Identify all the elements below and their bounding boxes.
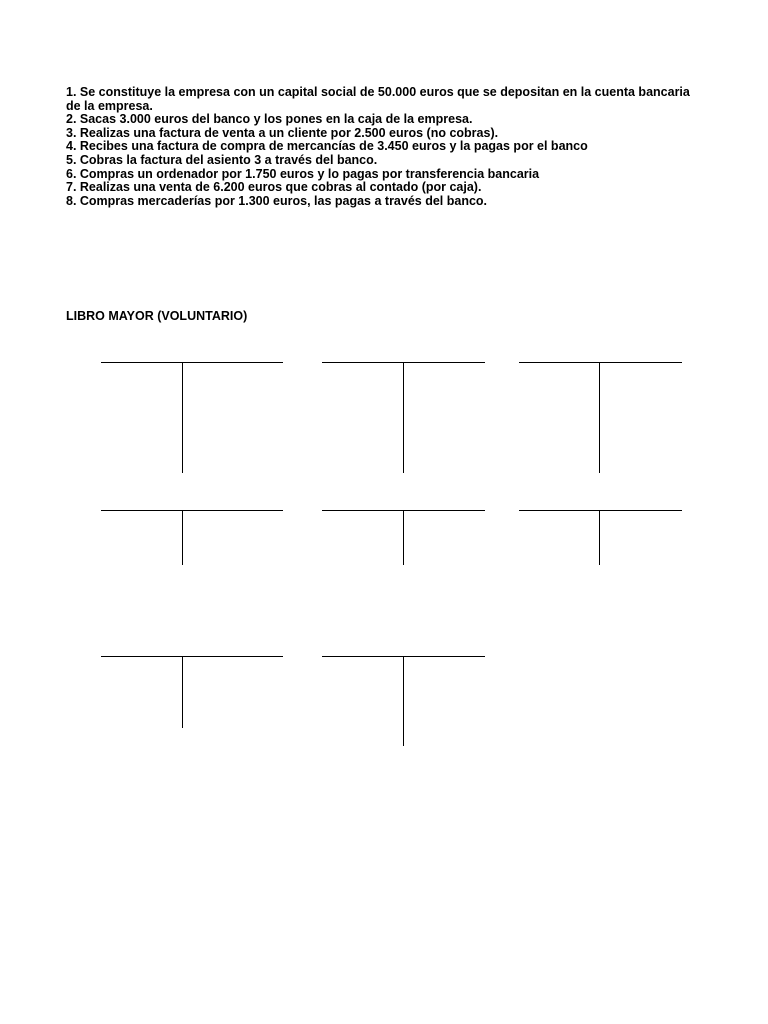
t-account-divider [403,656,404,746]
statement-3: 3. Realizas una factura de venta a un cliente por 2.500 euros (no cobras). [66,125,499,140]
t-account-divider [599,510,600,565]
statement-2: 2. Sacas 3.000 euros del banco y los pones en la caja de la empresa. [66,112,473,127]
statement-7: 7. Realizas una venta de 6.200 euros que cobras al contado (por caja). [66,180,482,195]
t-account-divider [403,362,404,473]
t-account-divider [599,362,600,473]
exercise-statements [66,86,706,208]
t-account-divider [182,656,183,728]
t-account-top-line [101,656,283,657]
ledger-title: LIBRO MAYOR (VOLUNTARIO) [66,309,248,323]
t-account-divider [182,362,183,473]
t-account-divider [403,510,404,565]
statement-8: 8. Compras mercaderías por 1.300 euros, las pagas a través del banco. [66,193,488,208]
t-account-top-line [519,362,682,363]
t-account-top-line [101,510,283,511]
t-account-top-line [519,510,682,511]
t-account-divider [182,510,183,565]
statement-4: 4. Recibes una factura de compra de mercancías de 3.450 euros y la pagas por el banco [66,139,588,154]
t-account-top-line [101,362,283,363]
statement-1: 1. Se constituye la empresa con un capital social de 50.000 euros que se depositan en la cuenta bancaria de la empresa. [66,85,690,113]
statement-5: 5. Cobras la factura del asiento 3 a través del banco. [66,152,378,167]
statement-6: 6. Compras un ordenador por 1.750 euros y lo pagas por transferencia bancaria [66,166,540,181]
